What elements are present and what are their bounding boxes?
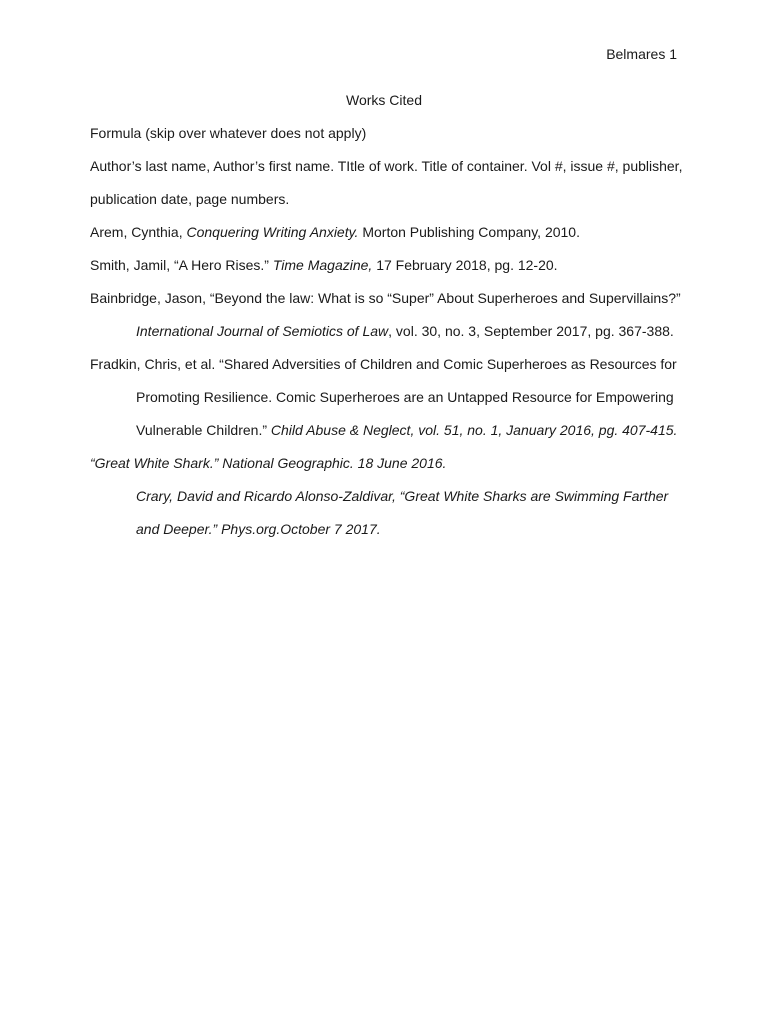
citation-shark-line-3 bbox=[90, 520, 682, 553]
citation-smith-container: Time Magazine, bbox=[272, 257, 373, 273]
citation-smith bbox=[90, 256, 682, 289]
works-cited-body bbox=[90, 124, 682, 553]
citation-smith-author: Smith, Jamil, “A Hero Rises.” bbox=[90, 257, 273, 273]
citation-bainbridge-details: , vol. 30, no. 3, September 2017, pg. 367-388. bbox=[388, 323, 674, 339]
citation-arem bbox=[90, 223, 682, 256]
citation-bainbridge-container: International Journal of Semiotics of Law bbox=[136, 323, 389, 339]
citation-bainbridge-line-1: Bainbridge, Jason, “Beyond the law: What is so “Super” About Superheroes and Supervillains?” bbox=[90, 290, 681, 306]
citation-arem-title: Conquering Writing Anxiety. bbox=[186, 224, 359, 240]
citation-shark-line-1 bbox=[90, 454, 682, 487]
formula-line-2: publication date, page numbers. bbox=[90, 191, 290, 207]
citation-shark-text-3: and Deeper.” Phys.org.October 7 2017. bbox=[136, 521, 381, 537]
citation-shark-text-2: Crary, David and Ricardo Alonso-Zaldivar, “Great White Sharks are Swimming Farther bbox=[136, 488, 669, 504]
citation-smith-details: 17 February 2018, pg. 12-20. bbox=[372, 257, 558, 273]
citation-fradkin-container: Child Abuse & Neglect, vol. 51, no. 1, January 2016, pg. 407-415. bbox=[270, 422, 678, 438]
citation-arem-author: Arem, Cynthia, bbox=[90, 224, 187, 240]
citation-arem-publisher: Morton Publishing Company, 2010. bbox=[358, 224, 580, 240]
formula-line-1: Author’s last name, Author’s first name. TItle of work. Title of container. Vol #, issue #, publisher, bbox=[90, 158, 683, 174]
citation-fradkin-line-1: Fradkin, Chris, et al. “Shared Adversities of Children and Comic Superheroes as Resources for bbox=[90, 356, 677, 372]
citation-shark-line-2 bbox=[90, 487, 682, 520]
citation-fradkin-line-3 bbox=[90, 421, 682, 454]
citation-shark-text-1: “Great White Shark.” National Geographic. 18 June 2016. bbox=[90, 455, 447, 471]
citation-bainbridge-line-2 bbox=[90, 322, 682, 355]
page-title: Works Cited bbox=[346, 92, 422, 108]
formula-heading: Formula (skip over whatever does not apply) bbox=[90, 125, 367, 141]
citation-fradkin-title-end: Vulnerable Children.” bbox=[136, 422, 271, 438]
running-head: Belmares 1 bbox=[606, 46, 677, 62]
citation-fradkin-line-2: Promoting Resilience. Comic Superheroes are an Untapped Resource for Empowering bbox=[136, 389, 674, 405]
